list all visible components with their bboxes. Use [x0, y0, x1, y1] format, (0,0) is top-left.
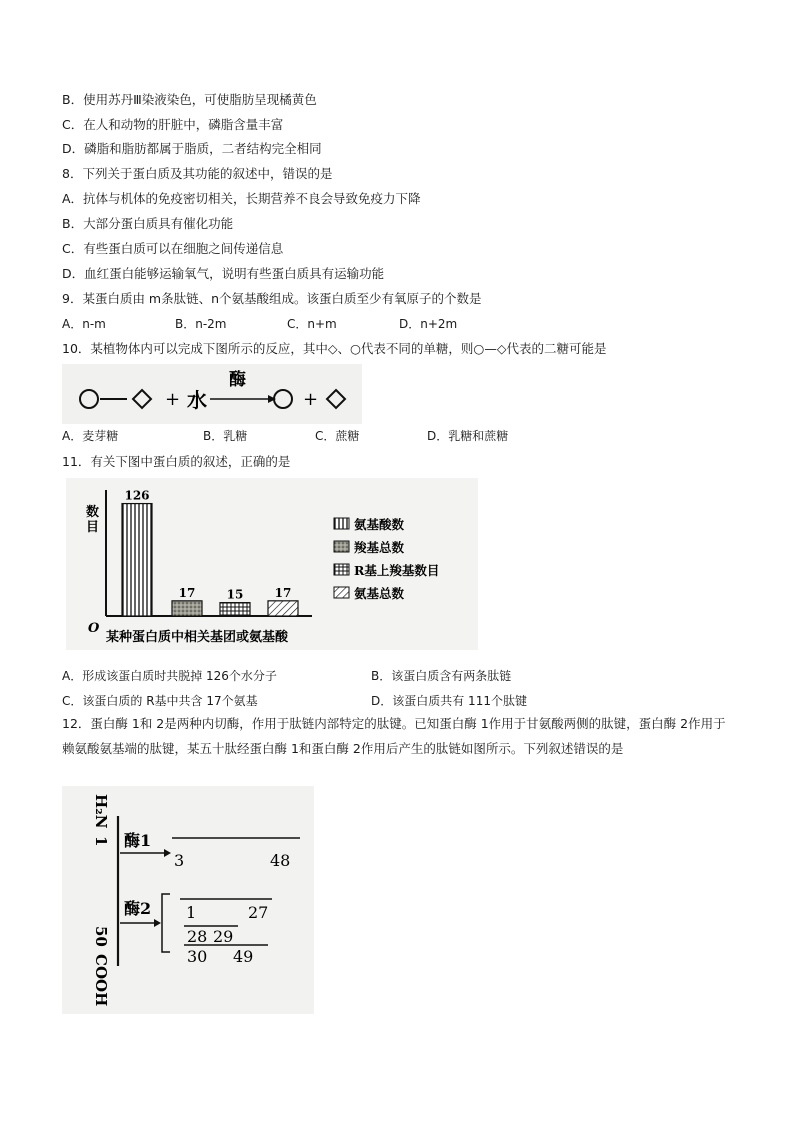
- q11-option-c: C．该蛋白质的 R基中共含 17个氨基: [62, 694, 258, 708]
- bar-value-label-1: 126: [124, 488, 150, 503]
- fragment-end-27: 27: [248, 903, 269, 922]
- legend-swatch-2: [334, 541, 349, 552]
- monosaccharide-circle: [80, 390, 98, 408]
- fragment-start-28: 28: [187, 927, 208, 946]
- legend-swatch-1: [334, 518, 349, 529]
- bar-value-label-2: 17: [178, 585, 196, 600]
- q9-option-c: C．n+m: [287, 317, 337, 331]
- enzyme-label: 酶: [229, 370, 246, 390]
- q8-option-d: D．血红蛋白能够运输氧气，说明有些蛋白质具有运输功能: [62, 266, 385, 281]
- legend-label-1: 氨基酸数: [354, 517, 405, 532]
- origin-label: O: [88, 621, 100, 636]
- question-12: 12．蛋白酶 1和 2是两种内切酶，作用于肽链内部特定的肽键。已知蛋白酶 1作用于甘氨酸两侧的肽键，蛋白酶 2作用于赖氨酸氨基端的肽键，某五十肽经蛋白酶 1和蛋白酶 2作用后产生的肽链如图所示。下列叙述错误的是: [62, 716, 726, 756]
- x-axis-label: 某种蛋白质中相关基团或氨基酸: [106, 630, 289, 645]
- cooh-label: COOH: [92, 954, 110, 1007]
- product-diamond: [327, 390, 345, 408]
- q8-option-a: A．抗体与机体的免疫密切相关，长期营养不良会导致免疫力下降: [62, 191, 421, 206]
- bar-2: [172, 601, 202, 616]
- fragment-start-1: 1: [186, 903, 197, 922]
- legend-swatch-4: [334, 587, 349, 598]
- y-axis-label-text: 数目: [86, 505, 100, 535]
- q10-option-d: D．乳糖和蔗糖: [427, 429, 509, 443]
- plus-sign-2: +: [303, 389, 319, 410]
- legend-swatch-3: [334, 564, 349, 575]
- q7-option-c: C．在人和动物的肝脏中，磷脂含量丰富: [62, 117, 284, 132]
- monosaccharide-diamond: [133, 390, 151, 408]
- plus-sign: +: [165, 389, 181, 410]
- q11-option-d: D．该蛋白质共有 111个肽键: [371, 694, 527, 708]
- question-8: 8．下列关于蛋白质及其功能的叙述中，错误的是: [62, 166, 333, 181]
- q10-option-a: A．麦芽糖: [62, 429, 119, 443]
- bar-value-label-3: 15: [226, 587, 244, 602]
- q11-option-a: A．形成该蛋白质时共脱掉 126个水分子: [62, 669, 277, 683]
- question-10: 10．某植物体内可以完成下图所示的反应，其中◇、○代表不同的单糖，则○—◇代表的二糖可能是: [62, 341, 607, 356]
- residue-50-label: 50: [92, 926, 110, 947]
- q7-option-d: D．磷脂和脂肪都属于脂质，二者结构完全相同: [62, 141, 322, 156]
- q9-option-b: B．n-2m: [175, 317, 227, 331]
- q10-option-b: B．乳糖: [203, 429, 248, 443]
- water-label: 水: [187, 388, 207, 412]
- q9-option-d: D．n+2m: [399, 317, 458, 331]
- legend: [334, 517, 439, 601]
- fragment-start-3: 3: [174, 851, 185, 870]
- h2n-label: H₂N: [92, 794, 110, 829]
- bar-value-label-4: 17: [274, 585, 292, 600]
- fragment-end-29: 29: [213, 927, 234, 946]
- legend-label-4: 氨基总数: [354, 586, 405, 601]
- reaction-figure: [62, 364, 362, 424]
- question-11: 11．有关下图中蛋白质的叙述，正确的是: [62, 454, 291, 469]
- residue-1-label: 1: [92, 836, 110, 847]
- legend-label-2: 羧基总数: [354, 540, 405, 555]
- q8-option-c: C．有些蛋白质可以在细胞之间传递信息: [62, 241, 284, 256]
- bar-4: [268, 601, 298, 616]
- bar-1: [122, 504, 152, 616]
- q10-option-c: C．蔗糖: [315, 429, 360, 443]
- q7-option-b: B．使用苏丹Ⅲ染液染色，可使脂肪呈现橘黄色: [62, 92, 317, 107]
- q9-option-a: A．n-m: [62, 317, 106, 331]
- bracket: [162, 894, 170, 952]
- bar-3: [220, 603, 250, 616]
- bar-group: [122, 489, 298, 616]
- enzyme-2-label: 酶2: [124, 899, 152, 918]
- bar-chart: [66, 478, 478, 650]
- fragment-start-30: 30: [187, 947, 208, 966]
- fragment-end-49: 49: [233, 947, 254, 966]
- legend-label-3: R基上羧基数目: [354, 563, 440, 578]
- q11-option-b: B．该蛋白质含有两条肽链: [371, 669, 512, 683]
- enzyme-1-label: 酶1: [124, 831, 152, 850]
- peptide-figure: [62, 786, 314, 1014]
- question-9: 9．某蛋白质由 m条肽链、n个氨基酸组成。该蛋白质至少有氧原子的个数是: [62, 291, 482, 306]
- y-axis-label: [86, 504, 99, 535]
- product-circle: [274, 390, 292, 408]
- q8-option-b: B．大部分蛋白质具有催化功能: [62, 216, 234, 231]
- fragment-end-48: 48: [270, 851, 291, 870]
